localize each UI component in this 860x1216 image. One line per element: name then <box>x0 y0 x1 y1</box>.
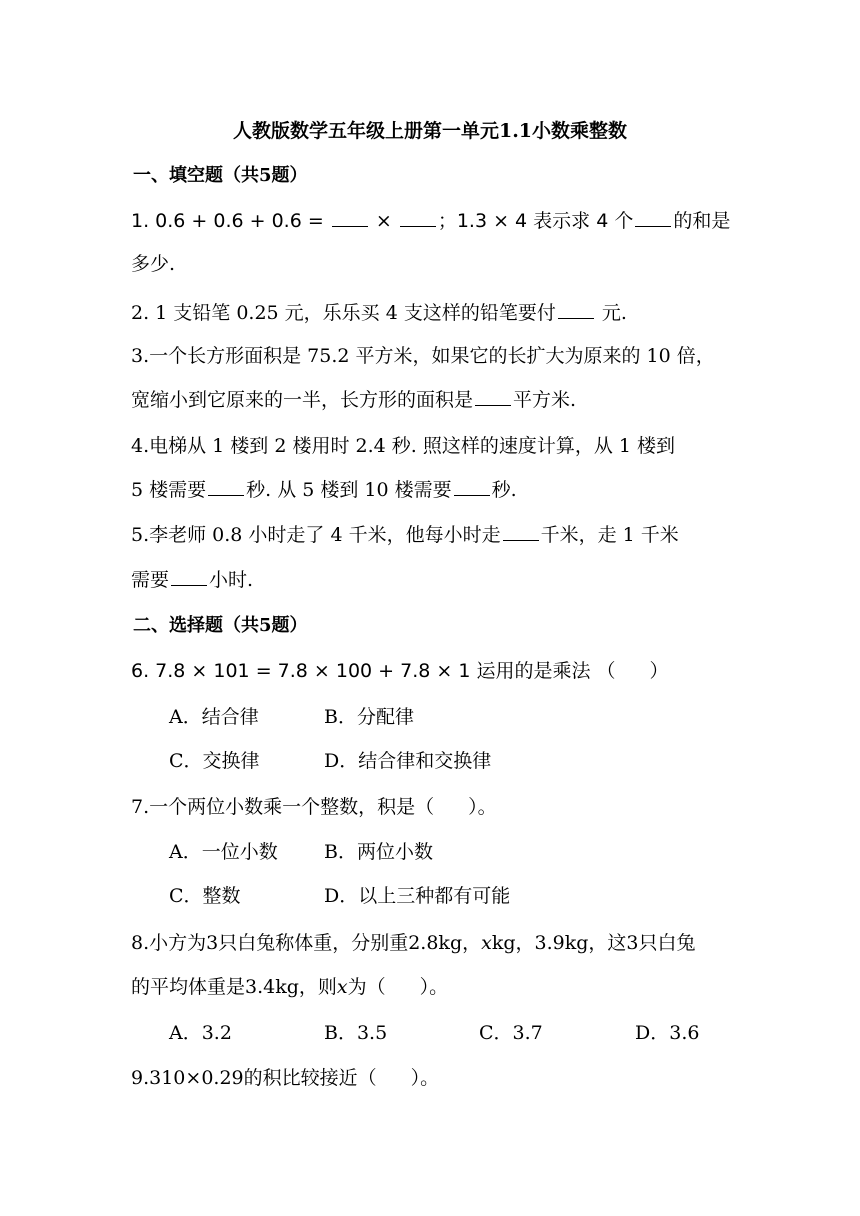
section-fill-in-heading: 一、填空题（共5题） <box>133 165 308 186</box>
question-5-text-mid: 千米，走 1 千米 <box>540 524 679 546</box>
question-3-unit: 平方米. <box>513 389 577 411</box>
question-6-paren-end: ） <box>649 660 669 682</box>
question-1-expression: 1. 0.6 + 0.6 + 0.6 = <box>131 210 324 232</box>
question-2-text: 2. 1 支铅笔 0.25 元，乐乐买 4 支这样的铅笔要付 <box>131 302 556 324</box>
variable-x: x <box>481 932 492 954</box>
question-6-stem <box>131 656 669 683</box>
question-8-line-2 <box>131 972 448 999</box>
question-5-line-1 <box>131 520 679 547</box>
question-8-paren-start: 为（ <box>347 976 386 998</box>
option-d[interactable]: D．3.6 <box>635 1022 700 1044</box>
question-2 <box>131 298 627 325</box>
question-3-line-1: 3.一个长方形面积是 75.2 平方米，如果它的长扩大为原来的 10 倍， <box>131 345 715 367</box>
answer-blank[interactable] <box>503 522 539 541</box>
question-8-text-2: 的平均体重是3.4kg，则 <box>131 976 337 998</box>
question-9-stem <box>131 1063 439 1090</box>
question-8-paren-end: ）。 <box>419 976 449 998</box>
answer-blank[interactable] <box>332 208 368 227</box>
question-5-text: 5.李老师 0.8 小时走了 4 千米，他每小时走 <box>131 524 501 546</box>
question-7-paren-end: ）。 <box>468 796 497 818</box>
question-4-unit: 秒. <box>491 479 517 501</box>
question-2-unit: 元. <box>595 302 627 324</box>
option-b[interactable]: B．3.5 <box>324 1022 388 1044</box>
question-7-text: 7.一个两位小数乘一个整数，积是（ <box>131 796 435 818</box>
option-d[interactable]: D．结合律和交换律 <box>324 750 492 772</box>
question-1-line-1 <box>131 206 730 233</box>
answer-blank[interactable] <box>558 300 594 319</box>
question-8-text-end: kg，3.9kg，这3只白兔 <box>491 932 696 954</box>
question-4-line-2 <box>131 475 517 502</box>
question-1-line-2: 多少. <box>131 253 176 275</box>
option-d[interactable]: D．以上三种都有可能 <box>324 885 511 907</box>
question-8-text: 8.小方为3只白兔称体重，分别重2.8kg， <box>131 932 482 954</box>
question-5-text-2: 需要 <box>131 569 170 591</box>
question-3-line-2 <box>131 385 576 412</box>
multiply-sign: × <box>375 210 392 232</box>
question-5-unit: 小时. <box>209 569 254 591</box>
answer-blank[interactable] <box>635 208 671 227</box>
worksheet-title: 人教版数学五年级上册第一单元1.1小数乘整数 <box>232 120 628 142</box>
answer-blank[interactable] <box>400 208 436 227</box>
question-3-text: 宽缩小到它原来的一半，长方形的面积是 <box>131 389 474 411</box>
question-9-paren-end: ）。 <box>410 1067 440 1089</box>
question-7-stem <box>131 792 497 819</box>
question-8-line-1 <box>131 928 696 955</box>
answer-blank[interactable] <box>171 567 207 586</box>
question-6-text: 6. 7.8 × 101 = 7.8 × 100 + 7.8 × 1 运用的是乘法 （ <box>131 660 616 682</box>
question-1-text: ；1.3 × 4 表示求 4 个 <box>437 210 634 232</box>
option-b[interactable]: B．两位小数 <box>324 841 433 863</box>
option-c[interactable]: C．交换律 <box>169 750 260 772</box>
answer-blank[interactable] <box>475 387 511 406</box>
variable-x: x <box>336 976 348 998</box>
answer-blank[interactable] <box>454 477 490 496</box>
option-b[interactable]: B．分配律 <box>324 706 414 728</box>
answer-blank[interactable] <box>208 477 244 496</box>
question-5-line-2 <box>131 565 253 592</box>
option-a[interactable]: A．结合律 <box>169 706 259 728</box>
question-4-text: 5 楼需要 <box>131 479 207 501</box>
question-4-line-1: 4.电梯从 1 楼到 2 楼用时 2.4 秒. 照这样的速度计算，从 1 楼到 <box>131 435 676 457</box>
question-9-text: 9.310×0.29的积比较接近（ <box>131 1067 377 1089</box>
section-choice-heading: 二、选择题（共5题） <box>133 615 308 636</box>
option-c[interactable]: C．整数 <box>169 885 241 907</box>
question-4-text-mid: 秒. 从 5 楼到 10 楼需要 <box>246 479 452 501</box>
option-c[interactable]: C．3.7 <box>479 1022 543 1044</box>
option-a[interactable]: A．3.2 <box>169 1022 232 1044</box>
option-a[interactable]: A．一位小数 <box>169 841 278 863</box>
question-1-text-end: 的和是 <box>673 210 731 232</box>
